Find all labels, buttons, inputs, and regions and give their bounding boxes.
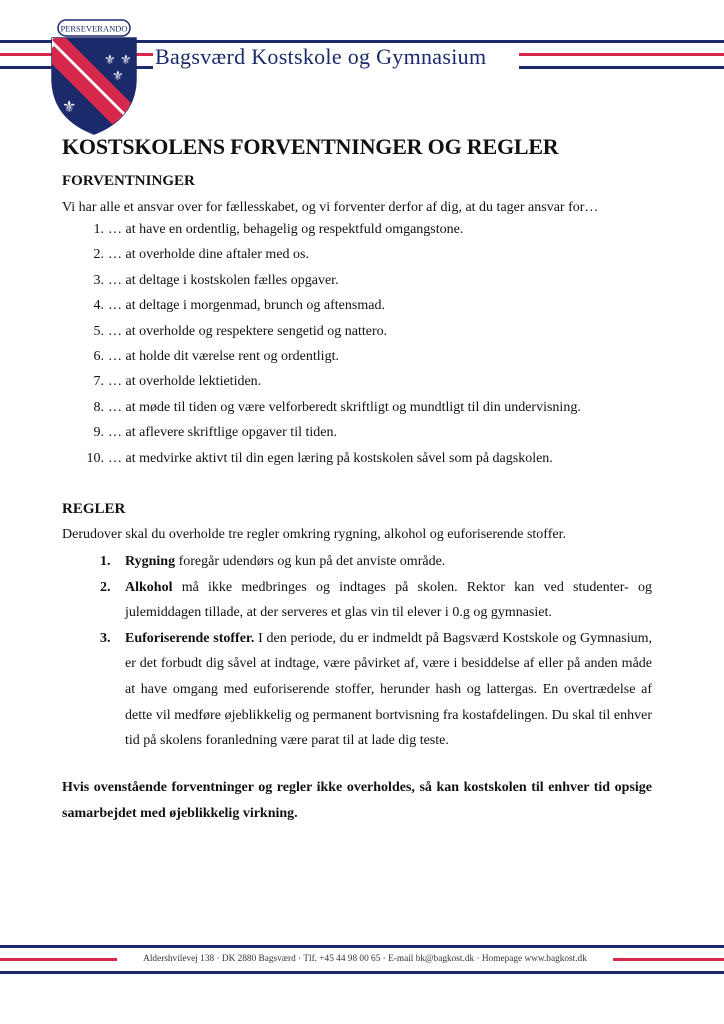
page-title: KOSTSKOLENS FORVENTNINGER OG REGLER (62, 134, 559, 159)
rules-heading: REGLER (62, 501, 126, 517)
list-item: 7. … at overholde lektietiden. (93, 374, 262, 390)
rules-list (100, 549, 652, 754)
list-item: 4. … at deltage i morgenmad, brunch og aftensmad. (93, 298, 385, 314)
crest-motto: PERSEVERANDO (60, 23, 128, 34)
list-item: 1. … at have en ordentlig, behagelig og respektfuld omgangstone. (93, 222, 464, 237)
list-item: 3. … at deltage i kostskolen fælles opgaver. (93, 272, 339, 288)
footer-stripe-navy-top (0, 945, 724, 948)
svg-text:⚜: ⚜ (120, 53, 132, 68)
list-item: 6. … at holde dit værelse rent og ordentligt. (93, 348, 339, 364)
footer-stripe-navy-bottom (0, 971, 724, 974)
expectations-intro: Vi har alle et ansvar over for fællesskabet, og vi forventer derfor af dig, at du tager ansvar for… (62, 200, 599, 215)
svg-text:⚜: ⚜ (112, 69, 124, 84)
list-item: 10. … at medvirke aktivt til din egen læring på kostskolen såvel som på dagskolen. (86, 450, 553, 466)
footer-contact-info: Aldershvilevej 138 · DK 2880 Bagsværd · Tlf. +45 44 98 00 65 · E-mail bk@bagkost.dk · Homepage www.bagkost.dk (117, 954, 613, 964)
list-item: 5. … at overholde og respektere sengetid og nattero. (93, 323, 388, 339)
rule-item: 2. Alkohol må ikke medbringes og indtages på skolen. Rektor kan ved studenter- og julemiddagen tillade, at der serveres et glas vin til elever i 0.g og gymnasiet. (100, 579, 652, 621)
list-item: 8. … at møde til tiden og være velforberedt skriftligt og mundtligt til din undervisning. (93, 399, 581, 415)
rule-term: Rygning (125, 554, 176, 569)
rules-intro: Derudover skal du overholde tre regler omkring rygning, alkohol og euforiserende stoffer. (62, 527, 566, 542)
school-crest-logo (48, 16, 140, 136)
list-item: 9. … at aflevere skriftlige opgaver til tiden. (93, 425, 337, 441)
rule-item: 1. Rygning foregår udendørs og kun på det anviste område. (100, 554, 446, 569)
expectations-heading: FORVENTNINGER (62, 173, 195, 189)
svg-text:⚜: ⚜ (62, 97, 77, 116)
list-item: 2. … at overholde dine aftaler med os. (93, 247, 309, 263)
expectations-list (62, 222, 581, 476)
school-name: Bagsværd Kostskole og Gymnasium (153, 44, 519, 70)
svg-text:⚜: ⚜ (104, 53, 116, 68)
closing-statement: Hvis ovenstående forventninger og regler ikke overholdes, så kan kostskolen til enhver tid opsige samarbejdet med øjeblikkelig virkning. (62, 780, 652, 821)
rule-item: 3. Euforiserende stoffer. I den periode, du er indmeldt på Bagsværd Kostskole og Gymnasium, er det forbudt dig såvel at indtage, være påvirket af, være i besiddelse af eller på anden måde at have omgang med euforiserende stoffer, herunder hash og lattergas. En overtrædelse af dette vil medføre øjeblikkelig og permanent bortvisning fra kostafdelingen. Du skal til enhver tid på skolens foranledning være parat til at lade dig teste. (100, 630, 652, 749)
rule-term: Euforiserende stoffer. (125, 630, 255, 646)
rule-term: Alkohol (125, 579, 173, 595)
